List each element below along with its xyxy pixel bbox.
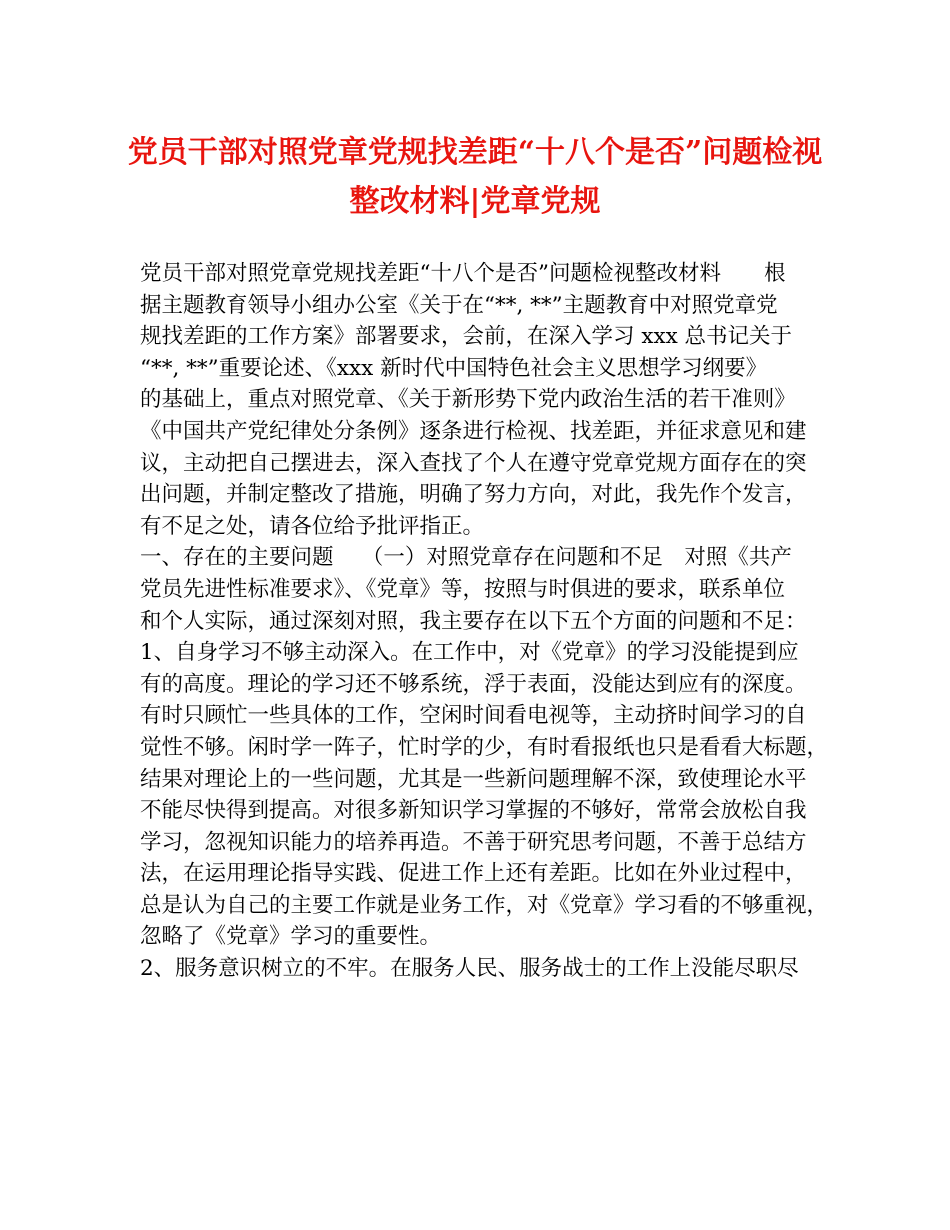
- body-line: 觉性不够。闲时学一阵子，忙时学的少，有时看报纸也只是看看大标题，: [140, 734, 829, 760]
- document-title: [120, 128, 830, 226]
- body-line: 《中国共产党纪律处分条例》逐条进行检视、找差距，并征求意见和建: [140, 418, 807, 444]
- body-line: “**, **”重要论述、《xxx 新时代中国特色社会主义思想学习纲要》: [140, 355, 768, 381]
- body-line: 结果对理论上的一些问题，尤其是一些新问题理解不深，致使理论水平: [140, 766, 807, 792]
- body-line: 党员先进性标准要求》、《党章》等，按照与时俱进的要求，联系单位: [140, 576, 786, 602]
- body-line: 有时只顾忙一些具体的工作，空闲时间看电视等，主动挤时间学习的自: [140, 703, 807, 729]
- body-line: 1、自身学习不够主动深入。在工作中，对《党章》的学习没能提到应: [140, 640, 799, 666]
- body-line: 2、服务意识树立的不牢。在服务人民、服务战士的工作上没能尽职尽: [140, 956, 799, 982]
- body-line: 的基础上，重点对照党章、《关于新形势下党内政治生活的若干准则》: [140, 387, 796, 413]
- title-line: 整改材料|党章党规: [349, 184, 601, 219]
- body-line: 和个人实际，通过深刻对照，我主要存在以下五个方面的问题和不足：: [140, 608, 807, 634]
- body-line: 一、存在的主要问题 （一）对照党章存在问题和不足 对照《共产: [140, 545, 792, 571]
- body-line: 有的高度。理论的学习还不够系统，浮于表面，没能达到应有的深度。: [140, 671, 807, 697]
- body-line: 据主题教育领导小组办公室《关于在“**, **”主题教育中对照党章党: [140, 292, 778, 318]
- body-line: 总是认为自己的主要工作就是业务工作，对《党章》学习看的不够重视，: [140, 892, 829, 918]
- body-line: 忽略了《党章》学习的重要性。: [140, 924, 442, 950]
- body-line: 不能尽快得到提高。对很多新知识学习掌握的不够好，常常会放松自我: [140, 798, 807, 824]
- body-line: 出问题，并制定整改了措施，明确了努力方向，对此，我先作个发言，: [140, 482, 807, 508]
- body-line: 议，主动把自己摆进去，深入查找了个人在遵守党章党规方面存在的突: [140, 450, 807, 476]
- body-line: 法，在运用理论指导实践、促进工作上还有差距。比如在外业过程中，: [140, 861, 807, 887]
- body-line: 规找差距的工作方案》部署要求，会前，在深入学习 xxx 总书记关于: [140, 324, 793, 350]
- body-line: 学习，忽视知识能力的培养再造。不善于研究思考问题，不善于总结方: [140, 829, 807, 855]
- body-line: 有不足之处，请各位给予批评指正。: [140, 513, 485, 539]
- title-line: 党员干部对照党章党规找差距“十八个是否”问题检视: [127, 135, 823, 170]
- document-body: [140, 258, 830, 985]
- body-line: 党员干部对照党章党规找差距“十八个是否”问题检视整改材料 根: [140, 261, 786, 286]
